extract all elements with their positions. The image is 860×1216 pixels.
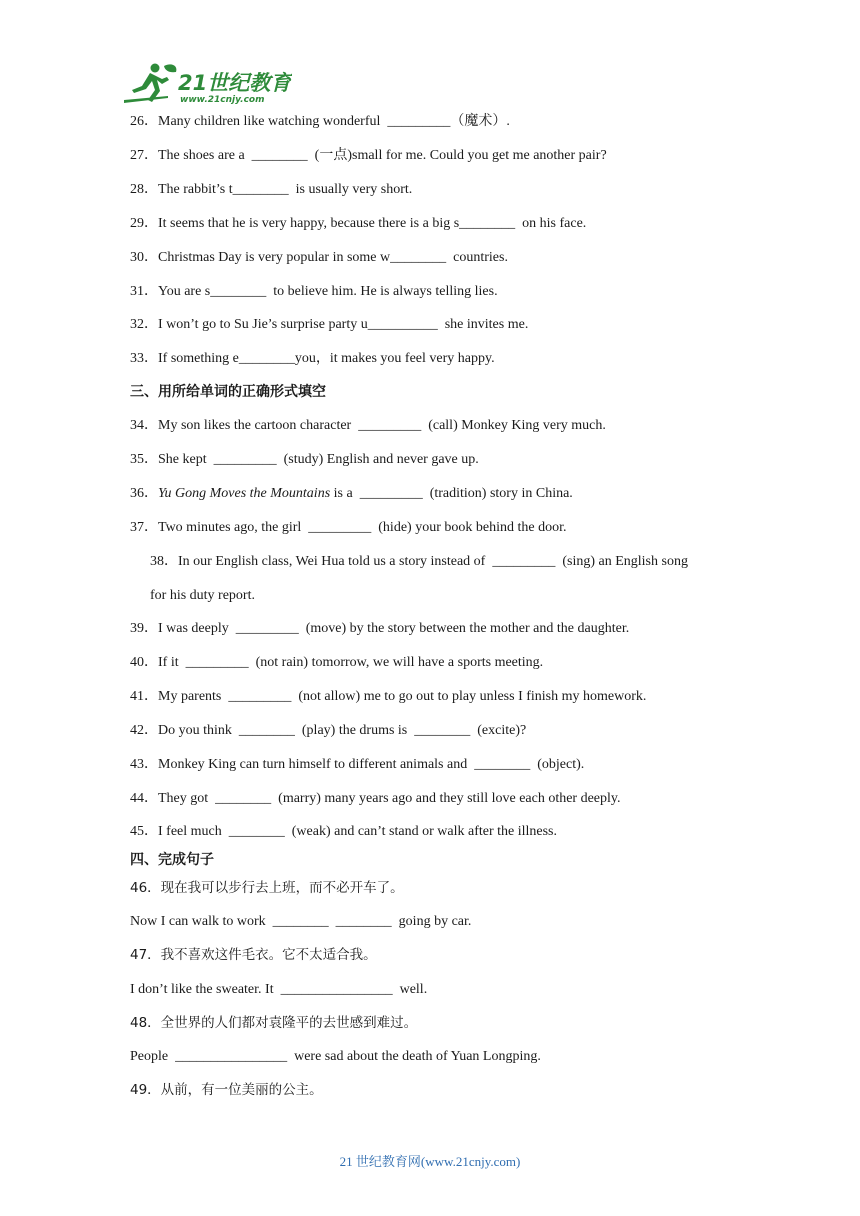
question-47-chinese: 47．我不喜欢这件毛衣。它不太适合我。 — [130, 947, 377, 963]
question-42: 42．Do you think ________ (play) the drums is ________ (excite)? — [130, 723, 527, 738]
footer-link[interactable]: 21 世纪教育网(www.21cnjy.com) — [339, 1154, 521, 1169]
question-34: 34．My son likes the cartoon character _________ (call) Monkey King very much. — [130, 418, 606, 433]
logo — [122, 60, 292, 106]
question-47-english: I don’t like the sweater. It ________________ well. — [130, 982, 428, 997]
question-32: 32．I won’t go to Su Jie’s surprise party u__________ she invites me. — [130, 317, 529, 332]
logo-subtext: www.21cnjy.com — [180, 95, 265, 105]
question-40: 40．If it _________ (not rain) tomorrow, we will have a sports meeting. — [130, 655, 544, 670]
question-38-continuation: for his duty report. — [150, 588, 255, 603]
question-31: 31．You are s________ to believe him. He is always telling lies. — [130, 284, 498, 299]
question-37: 37．Two minutes ago, the girl _________ (hide) your book behind the door. — [130, 520, 567, 535]
question-44: 44．They got ________ (marry) many years ago and they still love each other deeply. — [130, 791, 621, 806]
question-29: 29．It seems that he is very happy, because there is a big s________ on his face. — [130, 216, 587, 231]
question-28: 28．The rabbit’s t________ is usually very short. — [130, 182, 413, 197]
question-48-english: People ________________ were sad about the death of Yuan Longping. — [130, 1049, 541, 1064]
question-49-chinese: 49．从前，有一位美丽的公主。 — [130, 1082, 323, 1098]
section-4-heading: 四、完成句子 — [130, 852, 214, 868]
question-38: 38．In our English class, Wei Hua told us a story instead of _________ (sing) an English song — [150, 554, 688, 569]
question-48-chinese: 48．全世界的人们都对袁隆平的去世感到难过。 — [130, 1015, 418, 1031]
question-45: 45．I feel much ________ (weak) and can’t stand or walk after the illness. — [130, 824, 557, 839]
question-36-rest: is a _________ (tradition) story in China. — [330, 486, 573, 501]
question-36 — [130, 485, 573, 503]
section-3-heading: 三、用所给单词的正确形式填空 — [130, 384, 326, 400]
question-39: 39．I was deeply _________ (move) by the story between the mother and the daughter. — [130, 621, 630, 636]
question-46-english: Now I can walk to work ________ ________ going by car. — [130, 914, 472, 929]
question-36-title: Yu Gong Moves the Mountains — [158, 486, 331, 501]
logo-text: 21世纪教育 — [178, 71, 292, 95]
question-26: 26．Many children like watching wonderful _________（魔术）. — [130, 114, 510, 129]
question-27: 27．The shoes are a ________ (一点)small for me. Could you get me another pair? — [130, 148, 607, 163]
question-46-chinese: 46．现在我可以步行去上班，而不必开车了。 — [130, 880, 404, 896]
question-43: 43．Monkey King can turn himself to different animals and ________ (object). — [130, 757, 585, 772]
question-30: 30．Christmas Day is very popular in some w________ countries. — [130, 250, 508, 265]
question-35: 35．She kept _________ (study) English and never gave up. — [130, 452, 479, 467]
question-36-number: 36． — [130, 486, 158, 501]
question-33: 33．If something e________you，it makes you feel very happy. — [130, 351, 495, 366]
question-41: 41．My parents _________ (not allow) me to go out to play unless I finish my homework. — [130, 689, 647, 704]
